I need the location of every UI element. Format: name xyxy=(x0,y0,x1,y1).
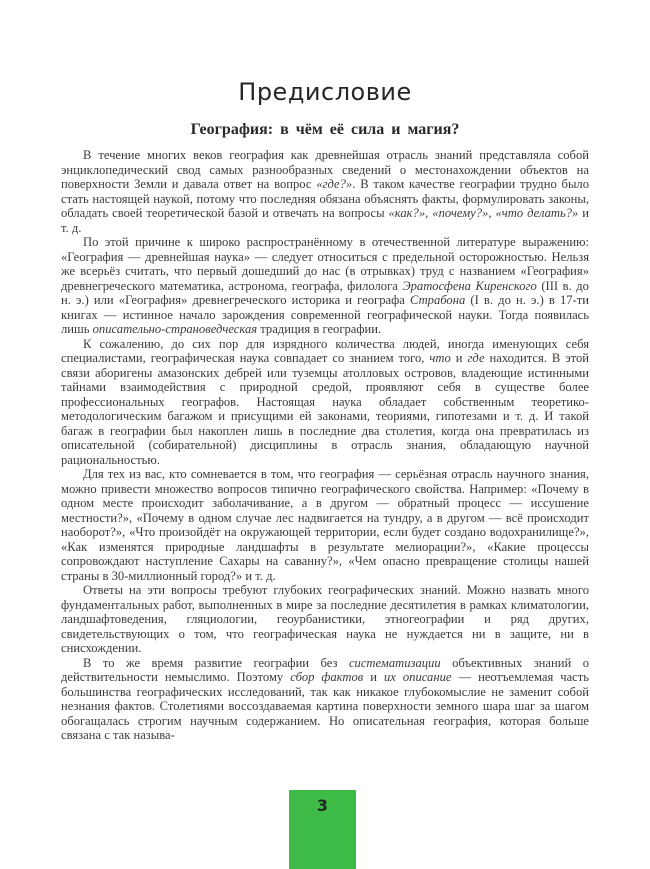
page-title: Предисловие xyxy=(238,78,412,106)
paragraph: Для тех из вас, кто сомневается в том, что география — серьёзная отрасль научного знания, можно привести множество вопросов типично географического свойства. Например: «Почему в одном месте происходит заболачивание, а в другом — обратный процесс — иссушение местности?», «Почему в одном случае лес надвигается на тундру, а в другом — всё происходит наоборот?», «Что произойдёт на окружающей территории, если будет создано водохранилище?», «Как изменятся природные ландшафты в результате мелиорации?», «Какие процессы сопровождают наступление Сахары на саванну?», «Чем опасно превращение столицы нашей страны в 30-миллионный город?» и т. д. xyxy=(61,467,589,583)
paragraph: По этой причине к широко распространённому в отечественной литературе выражению: «География — древнейшая наука» — следует относиться с предельной осторожностью. Нельзя же всерьёз считать, что первый дошедший до нас (в отрывках) труд с названием «География» древнегреческого математика, астронома, географа, филолога Эратосфена Киренского (III в. до н. э.) или «География» древнегреческого историка и географа Страбона (I в. до н. э.) в 17-ти книгах — истинное начало зарождения современной географической науки. Тогда появилась лишь описательно-страноведческая традиция в географии. xyxy=(61,235,589,337)
section-heading: География: в чём её сила и магия? xyxy=(190,121,460,139)
paragraph: Ответы на эти вопросы требуют глубоких географических знаний. Можно назвать много фундаментальных работ, выполненных в мире за последние десятилетия в рамках климатологии, ландшафтоведения, гляциологии, геоурбанистики, этногеографии и ряд других, свидетельствующих о том, что географическая наука не нуждается ни в защите, ни в снисхождении. xyxy=(61,583,589,656)
page-number: 3 xyxy=(316,796,329,815)
paragraph: В то же время развитие географии без систематизации объективных знаний о действительности немыслимо. Поэтому сбор фактов и их описание — неотъемлемая часть большинства географических исследований, так как никакое глубокомыслие не заменит собой незнания фактов. Столетиями воссоздаваемая картина поверхности земного шара шаг за шагом обогащалась строгим научным содержанием. Но описательная география, которая больше связана с так называ- xyxy=(61,655,590,743)
paragraph: В течение многих веков география как древнейшая отрасль знаний представляла собой энциклопедический свод самых разнообразных сведений о местонахождении объектов на поверхности Земли и давала ответ на вопрос «где?». В таком качестве географии трудно было стать настоящей наукой, потому что последняя обязана объяснять факты, формулировать законы, обладать своей теоретической базой и отвечать на вопросы «как?», «почему?», «что делать?» и т. д. xyxy=(61,148,590,235)
page-number-box xyxy=(289,790,356,869)
body-text xyxy=(61,148,589,743)
paragraph: К сожалению, до сих пор для изрядного количества людей, иногда именующих себя специалистами, географическая наука совпадает со знанием того, что и где находится. В этой связи аборигены амазонских дебрей или туземцы атолловых островов, владеющие истинными тайнами взаимодействия с природной средой, проявляют себя в существе более профессиональных географов. Настоящая наука обладает собственным теоретико-методологическим багажом и присущими ей законами, теориями, гипотезами и т. д. И такой багаж в географии был накоплен лишь в последние два столетия, когда она превратилась из описательной (собирательной) дисциплины в отрасль знания, обладающую научной рациональностью. xyxy=(61,336,590,467)
